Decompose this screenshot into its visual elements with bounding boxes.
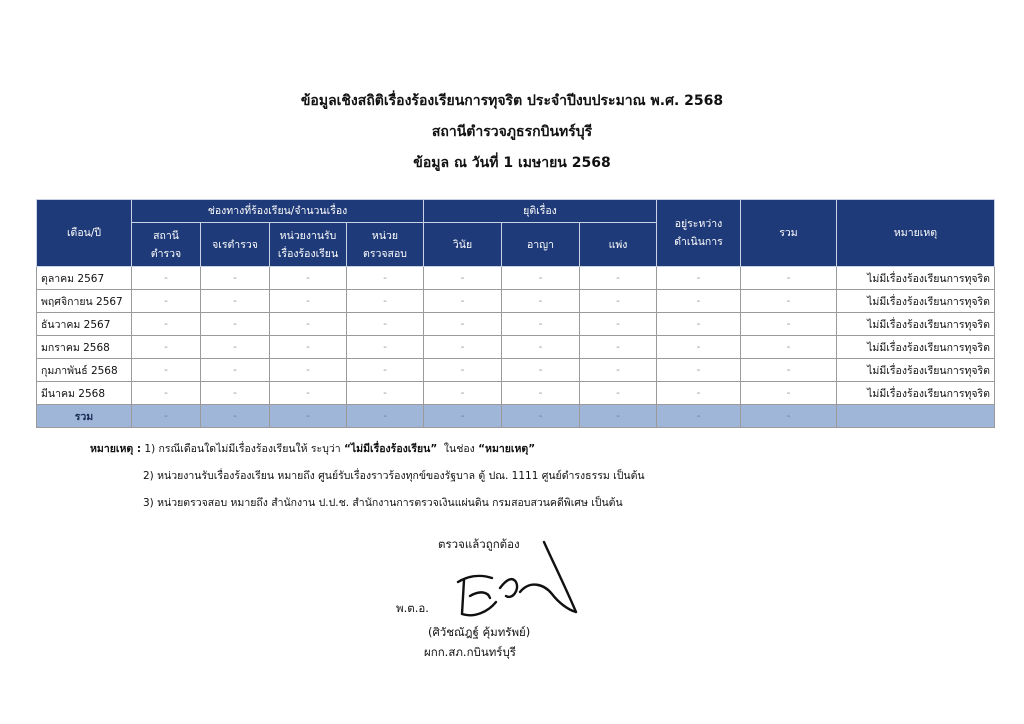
total-total: - (741, 405, 837, 428)
cell-month: ธันวาคม 2567 (37, 313, 132, 336)
cell-officer: - (201, 313, 270, 336)
note-1-prefix: 1) กรณีเดือนใดไม่มีเรื่องร้องเรียนให้ ระบุว่า (144, 443, 341, 455)
cell-complaint-unit: - (270, 359, 347, 382)
cell-complaint-unit: - (270, 382, 347, 405)
table-row (37, 382, 995, 405)
table-row (37, 359, 995, 382)
cell-station: - (132, 267, 201, 290)
cell-criminal: - (502, 382, 580, 405)
cell-officer: - (201, 382, 270, 405)
header-month: เดือน/ปี (37, 200, 132, 267)
total-remark (837, 405, 995, 428)
cell-station: - (132, 382, 201, 405)
cell-station: - (132, 359, 201, 382)
table-row (37, 290, 995, 313)
signer-position: ผกก.สภ.กบินทร์บุรี (424, 645, 516, 659)
cell-audit-unit: - (347, 313, 424, 336)
signer-name: (ศิวัชณัฎฐ์ คุ้มทรัพย์) (428, 625, 531, 639)
cell-discipline: - (424, 336, 502, 359)
total-audit-unit: - (347, 405, 424, 428)
cell-month: ตุลาคม 2567 (37, 267, 132, 290)
header-remark: หมายเหตุ (837, 200, 995, 267)
total-station: - (132, 405, 201, 428)
handwritten-signature (440, 540, 580, 624)
cell-total: - (741, 290, 837, 313)
cell-total: - (741, 267, 837, 290)
cell-station: - (132, 313, 201, 336)
cell-month: มีนาคม 2568 (37, 382, 132, 405)
note-2: 2) หน่วยงานรับเรื่องร้องเรียน หมายถึง ศูนย์รับเรื่องราวร้องทุกข์ของรัฐบาล ตู้ ปณ. 1111 ศูนย์ดำรงธรรม เป็นต้น (143, 470, 645, 482)
note-1-emphasis-1: “ไม่มีเรื่องร้องเรียน” (344, 443, 438, 455)
total-label: รวม (37, 405, 132, 428)
cell-remark: ไม่มีเรื่องร้องเรียนการทุจริต (837, 290, 995, 313)
header-in-progress: อยู่ระหว่าง ดำเนินการ (657, 200, 741, 267)
cell-criminal: - (502, 336, 580, 359)
total-in-progress: - (657, 405, 741, 428)
cell-audit-unit: - (347, 267, 424, 290)
cell-criminal: - (502, 290, 580, 313)
table-row (37, 336, 995, 359)
cell-complaint-unit: - (270, 267, 347, 290)
cell-remark: ไม่มีเรื่องร้องเรียนการทุจริต (837, 382, 995, 405)
cell-remark: ไม่มีเรื่องร้องเรียนการทุจริต (837, 313, 995, 336)
cell-civil: - (580, 313, 657, 336)
data-date: ข้อมูล ณ วันที่ 1 เมษายน 2568 (413, 155, 611, 171)
table-body (37, 267, 995, 428)
note-3: 3) หน่วยตรวจสอบ หมายถึง สำนักงาน ป.ป.ช. สำนักงานการตรวจเงินแผ่นดิน กรมสอบสวนคดีพิเศษ เป็นต้น (143, 497, 623, 509)
cell-in-progress: - (657, 267, 741, 290)
table-row (37, 313, 995, 336)
total-complaint-unit: - (270, 405, 347, 428)
cell-audit-unit: - (347, 382, 424, 405)
cell-criminal: - (502, 267, 580, 290)
cell-civil: - (580, 290, 657, 313)
station-name: สถานีตำรวจภูธรกบินทร์บุรี (431, 124, 593, 140)
cell-in-progress: - (657, 313, 741, 336)
cell-complaint-unit: - (270, 290, 347, 313)
total-criminal: - (502, 405, 580, 428)
note-1-middle: ในช่อง (443, 443, 475, 455)
cell-audit-unit: - (347, 359, 424, 382)
cell-remark: ไม่มีเรื่องร้องเรียนการทุจริต (837, 336, 995, 359)
total-officer: - (201, 405, 270, 428)
cell-criminal: - (502, 359, 580, 382)
table-row (37, 267, 995, 290)
cell-total: - (741, 382, 837, 405)
total-civil: - (580, 405, 657, 428)
note-1 (90, 436, 645, 463)
cell-total: - (741, 313, 837, 336)
verified-label: ตรวจแล้วถูกต้อง (438, 537, 520, 551)
cell-officer: - (201, 359, 270, 382)
cell-month: พฤศจิกายน 2567 (37, 290, 132, 313)
cell-civil: - (580, 359, 657, 382)
cell-criminal: - (502, 313, 580, 336)
cell-month: มกราคม 2568 (37, 336, 132, 359)
header-criminal: อาญา (502, 223, 580, 267)
notes-label: หมายเหตุ : (90, 443, 142, 455)
cell-discipline: - (424, 382, 502, 405)
header-settled-group: ยุติเรื่อง (424, 200, 657, 223)
header-officer: จเรตำรวจ (201, 223, 270, 267)
cell-officer: - (201, 336, 270, 359)
cell-discipline: - (424, 290, 502, 313)
cell-discipline: - (424, 359, 502, 382)
header-total: รวม (741, 200, 837, 267)
cell-audit-unit: - (347, 336, 424, 359)
cell-remark: ไม่มีเรื่องร้องเรียนการทุจริต (837, 359, 995, 382)
cell-in-progress: - (657, 382, 741, 405)
cell-total: - (741, 359, 837, 382)
cell-remark: ไม่มีเรื่องร้องเรียนการทุจริต (837, 267, 995, 290)
document-title-block (0, 90, 1024, 183)
cell-discipline: - (424, 313, 502, 336)
cell-civil: - (580, 336, 657, 359)
cell-officer: - (201, 290, 270, 313)
total-row (37, 405, 995, 428)
table-header (37, 200, 995, 267)
cell-in-progress: - (657, 336, 741, 359)
cell-total: - (741, 336, 837, 359)
cell-civil: - (580, 382, 657, 405)
header-channel-group: ช่องทางที่ร้องเรียน/จำนวนเรื่อง (132, 200, 424, 223)
rank: พ.ต.อ. (396, 601, 429, 615)
cell-month: กุมภาพันธ์ 2568 (37, 359, 132, 382)
note-1-emphasis-2: “หมายเหตุ” (478, 443, 536, 455)
header-discipline: วินัย (424, 223, 502, 267)
header-civil: แพ่ง (580, 223, 657, 267)
complaint-statistics-table (36, 199, 995, 428)
cell-officer: - (201, 267, 270, 290)
header-station: สถานี ตำรวจ (132, 223, 201, 267)
cell-audit-unit: - (347, 290, 424, 313)
cell-station: - (132, 290, 201, 313)
cell-in-progress: - (657, 359, 741, 382)
header-complaint-unit: หน่วยงานรับ เรื่องร้องเรียน (270, 223, 347, 267)
cell-civil: - (580, 267, 657, 290)
cell-complaint-unit: - (270, 313, 347, 336)
document-title: ข้อมูลเชิงสถิติเรื่องร้องเรียนการทุจริต ประจำปีงบประมาณ พ.ศ. 2568 (300, 93, 724, 109)
cell-complaint-unit: - (270, 336, 347, 359)
cell-station: - (132, 336, 201, 359)
notes-section (90, 436, 645, 517)
total-discipline: - (424, 405, 502, 428)
cell-in-progress: - (657, 290, 741, 313)
header-audit-unit: หน่วย ตรวจสอบ (347, 223, 424, 267)
cell-discipline: - (424, 267, 502, 290)
